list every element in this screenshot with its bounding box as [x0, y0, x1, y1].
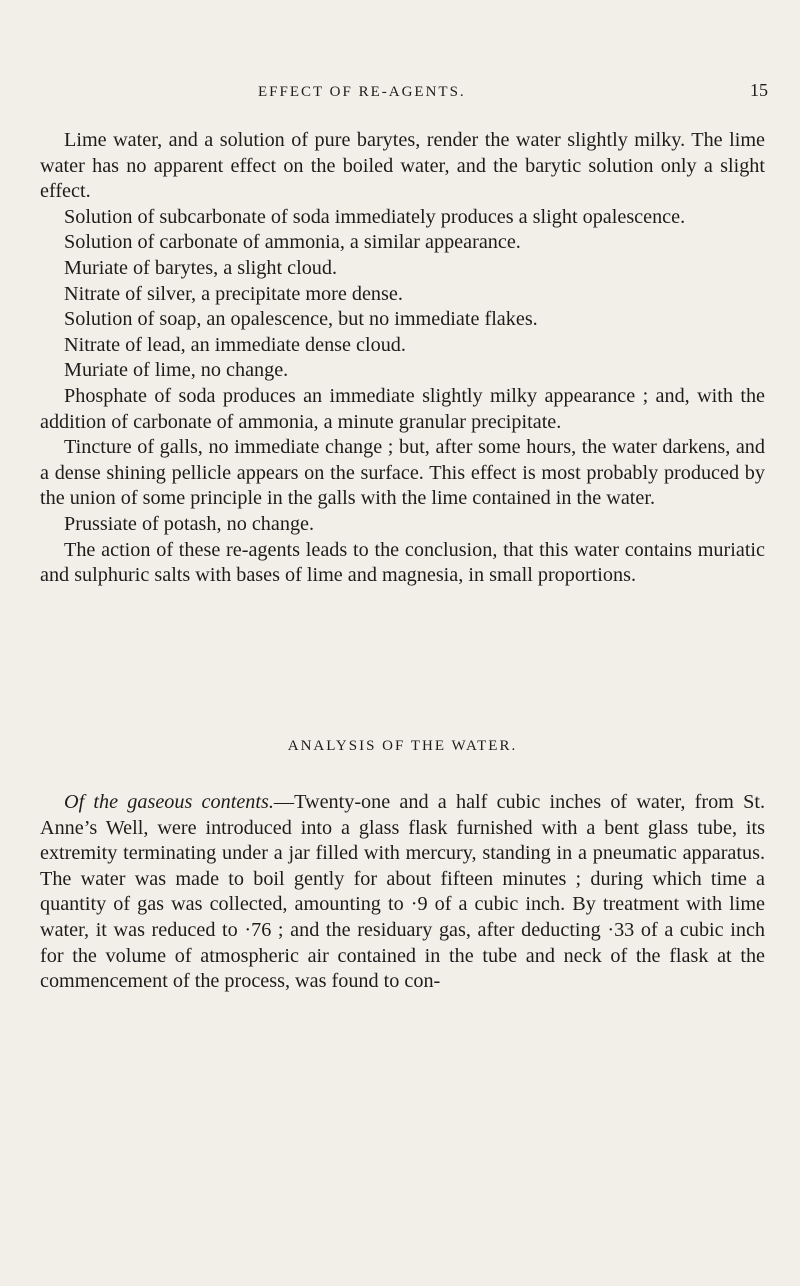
paragraph-conclusion: The action of these re-agents leads to the conclusion, that this water contains muriatic and sulphuric salts with bases of lime and magnesia, in small proportions.: [40, 538, 765, 587]
analysis-section: [40, 790, 765, 995]
running-head: EFFECT OF RE-AGENTS.: [258, 84, 466, 100]
paragraph-lime-water: Lime water, and a solution of pure barytes, render the water slightly milky. The lime water has no apparent effect on the boiled water, and the barytic solution only a slight effect.: [40, 129, 765, 203]
gaseous-contents-body: —Twenty-one and a half cubic inches of water, from St. Anne’s Well, were introduced into a glass flask furnished with a bent glass tube, its extremity terminating under a jar filled with mercury, standing in a pneumatic apparatus. The water was made to boil gently for about fifteen minutes ; during which time a quantity of gas was collected, amounting to ·9 of a cubic inch. By treatment with lime water, it was reduced to ·76 ; and the residuary gas, after deducting ·33 of a cubic inch for the volume of atmospheric air contained in the tube and neck of the flask at the commencement of the process, was found to con-: [40, 791, 765, 993]
page-number: 15: [750, 80, 768, 100]
paragraph-nitrate-silver: Nitrate of silver, a precipitate more dense.: [64, 282, 403, 305]
paragraph-prussiate-potash: Prussiate of potash, no change.: [64, 512, 315, 535]
reagent-results: [40, 128, 765, 589]
paragraph-gaseous-contents: [40, 790, 765, 995]
paragraph-muriate-barytes: Muriate of barytes, a slight cloud.: [64, 256, 338, 279]
gaseous-contents-lead: Of the gaseous contents.: [64, 791, 274, 813]
paragraph-nitrate-lead: Nitrate of lead, an immediate dense cloud.: [64, 333, 406, 356]
paragraph-tincture-galls: Tincture of galls, no immediate change ; but, after some hours, the water darkens, and a dense shining pellicle appears on the surface. This effect is most probably produced by the union of some principle in the galls with the lime contained in the water.: [40, 436, 765, 510]
paragraph-phosphate-soda: Phosphate of soda produces an immediate slightly milky appearance ; and, with the addition of carbonate of ammonia, a minute granular precipitate.: [40, 384, 765, 433]
paragraph-muriate-lime: Muriate of lime, no change.: [64, 359, 289, 382]
paragraph-subcarbonate-soda: Solution of subcarbonate of soda immediately produces a slight opalescence.: [64, 205, 686, 228]
section-heading: ANALYSIS OF THE WATER.: [287, 738, 518, 754]
paragraph-soap: Solution of soap, an opalescence, but no immediate flakes.: [64, 308, 538, 331]
paragraph-carbonate-ammonia: Solution of carbonate of ammonia, a similar appearance.: [64, 231, 521, 254]
